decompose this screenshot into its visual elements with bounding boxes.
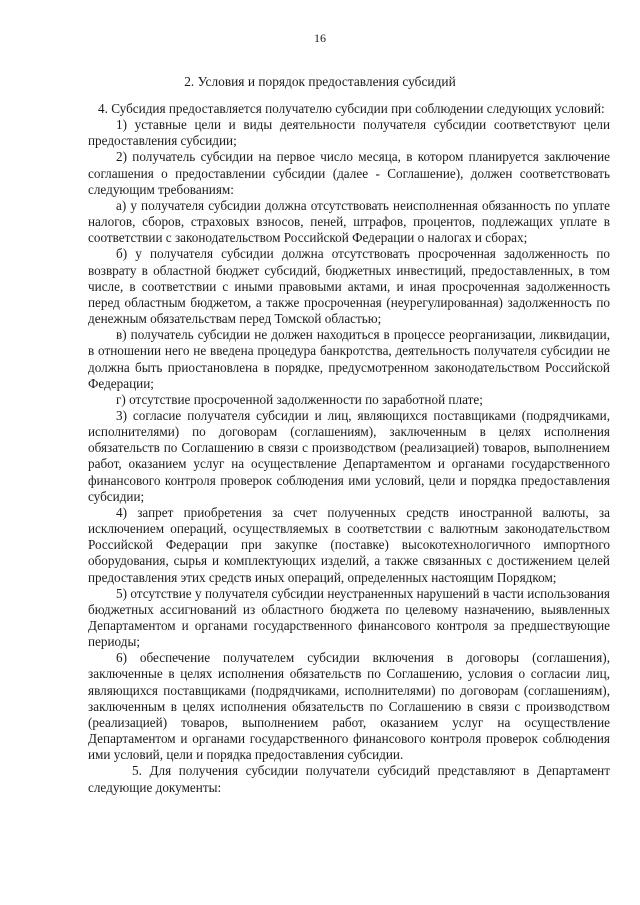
- paragraph-5: 5. Для получения субсидии получатели субсидий представляют в Департамент следующие документы:: [88, 763, 610, 795]
- section-title: 2. Условия и порядок предоставления субсидий: [184, 74, 456, 89]
- paragraph-item-3: 3) согласие получателя субсидии и лиц, являющихся поставщиками (подрядчиками, исполнителями) по договорам (соглашениям), заключенным в целях исполнения обязательств по Соглашению в связи с производством (реализацией) товаров, выполнением работ, оказанием услуг на осуществление Департаментом и органами государственного финансового контроля проверок соблюдения ими условий, цели и порядка предоставления субсидии;: [88, 407, 610, 504]
- page-number: 16: [314, 31, 326, 45]
- paragraph-item-2v: в) получатель субсидии не должен находиться в процессе реорганизации, ликвидации, в отношении него не введена процедура банкротства, деятельность получателя субсидии не должна быть приостановлена в порядке, предусмотренном законодательством Российской Федерации;: [88, 327, 610, 391]
- body-text: [88, 101, 610, 796]
- paragraph-4: 4. Субсидия предоставляется получателю субсидии при соблюдении следующих условий:: [98, 101, 605, 116]
- paragraph-item-1: 1) уставные цели и виды деятельности получателя субсидии соответствуют цели предоставления субсидии;: [88, 117, 610, 149]
- paragraph-item-2: 2) получатель субсидии на первое число месяца, в котором планируется заключение соглашения о предоставлении субсидии (далее - Соглашение), должен соответствовать следующим требованиям:: [88, 149, 610, 197]
- paragraph-item-6: 6) обеспечение получателем субсидии включения в договоры (соглашения), заключенные в целях исполнения обязательств по Соглашению, условия о согласии лиц, являющихся поставщиками (подрядчиками, исполнителями) по договорам (соглашениям), заключенным в целях исполнения обязательств по Соглашению в связи с производством (реализацией) товаров, выполнением работ, оказанием услуг на осуществление Департаментом и органами государственного финансового контроля проверок соблюдения ими условий, цели и порядка предоставления субсидии.: [88, 650, 610, 763]
- paragraph-item-2b: б) у получателя субсидии должна отсутствовать просроченная задолженность по возврату в областной бюджет субсидий, бюджетных инвестиций, предоставленных, в том числе, в соответствии с иными правовыми актами, и иная просроченная задолженность перед областным бюджетом, а также просроченная (неурегулированная) задолженность по денежным обязательствам перед Томской областью;: [88, 246, 610, 327]
- paragraph-item-2g: г) отсутствие просроченной задолженности по заработной плате;: [116, 391, 483, 407]
- paragraph-item-2a: а) у получателя субсидии должна отсутствовать неисполненная обязанность по уплате налогов, сборов, страховых взносов, пеней, штрафов, процентов, подлежащих уплате в соответствии с законодательством Российской Федерации о налогах и сборах;: [88, 197, 610, 246]
- paragraph-item-5: 5) отсутствие у получателя субсидии неустраненных нарушений в части использования бюджетных ассигнований из областного бюджета по целевому назначению, выявленных Департаментом и органами государственного финансового контроля за предшествующие периоды;: [88, 585, 610, 650]
- paragraph-item-4: 4) запрет приобретения за счет полученных средств иностранной валюты, за исключением операций, осуществляемых в соответствии с валютным законодательством Российской Федерации при закупке (поставке) высокотехнологичного импортного оборудования, сырья и комплектующих изделий, а также связанных с достижением целей предоставления этих средств иных операций, определенных настоящим Порядком;: [88, 504, 610, 585]
